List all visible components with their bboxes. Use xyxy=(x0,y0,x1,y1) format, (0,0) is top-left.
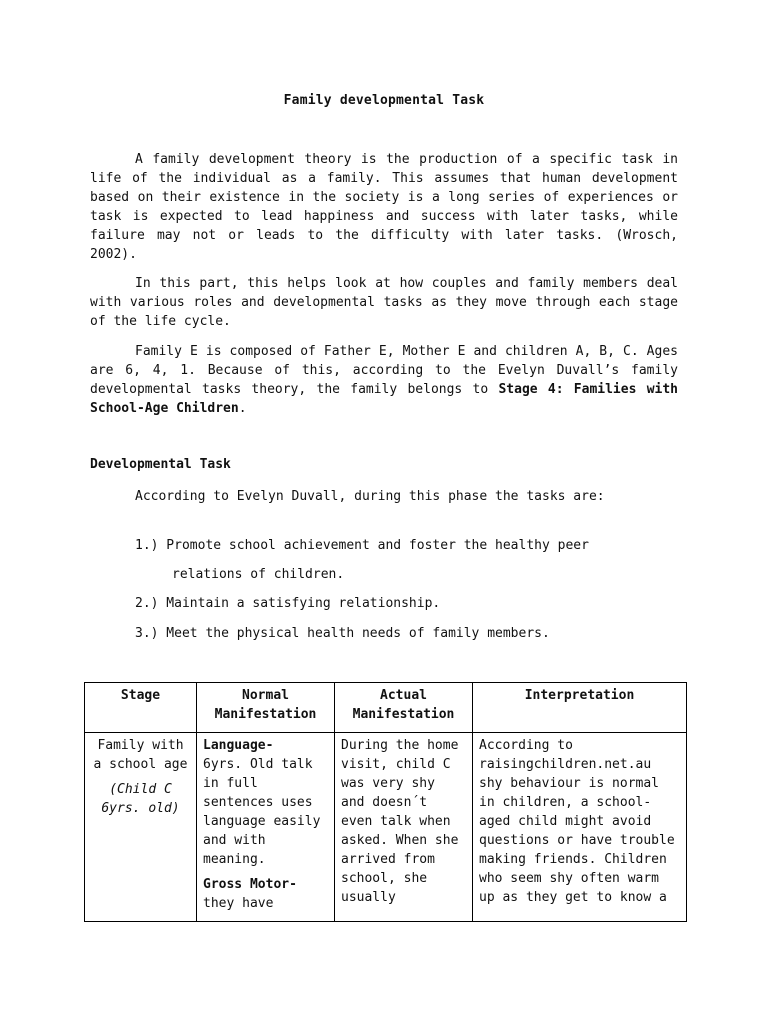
list-item-continuation: relations of children. xyxy=(172,567,345,582)
intro-paragraph-3-end: . xyxy=(238,401,247,416)
list-item: 3.) Meet the physical health needs of family members. xyxy=(135,626,550,641)
header-actual: Actual Manifestation xyxy=(335,683,473,733)
header-normal: Normal Manifestation xyxy=(197,683,335,733)
list-item: 2.) Maintain a satisfying relationship. xyxy=(135,596,441,611)
stage-note: (Child C 6yrs. old) xyxy=(101,782,180,816)
document-title: Family developmental Task xyxy=(283,93,485,108)
intro-paragraph-2: In this part, this helps look at how couples and family members deal with various roles and developmental tasks as they move through each stage of the life cycle. xyxy=(90,276,678,329)
table-row xyxy=(85,733,687,922)
normal-label-language: Language- xyxy=(203,738,274,753)
list-item: 1.) Promote school achievement and foster the healthy peer xyxy=(135,538,589,553)
section-heading: Developmental Task xyxy=(90,457,231,472)
normal-text-language: 6yrs. Old talk in full sentences uses language easily and with meaning. xyxy=(203,757,321,867)
stage-highlight: Stage 4: Families with School-Age Children xyxy=(90,382,678,416)
cell-stage xyxy=(85,733,197,922)
normal-label-gross-motor: Gross Motor- xyxy=(203,877,297,892)
stage-text: Family with a school age xyxy=(93,738,188,772)
intro-paragraph-3 xyxy=(90,342,678,418)
intro-paragraph-1: A family development theory is the production of a specific task in life of the individual as a family. This assumes that human development based on their existence in the society is a long series of experiences or task is expected to lead happiness and success with later tasks, while failure may not or leads to the difficulty with later tasks. (Wrosch, 2002). xyxy=(90,152,678,262)
header-stage: Stage xyxy=(85,683,197,733)
table-header-row xyxy=(85,683,687,733)
header-interpretation: Interpretation xyxy=(473,683,687,733)
cell-actual: During the home visit, child C was very shy and doesn´t even talk when asked. When she arrived from school, she usually xyxy=(335,733,473,922)
normal-text-gross-motor: they have xyxy=(203,896,274,911)
cell-interpretation: According to raisingchildren.net.au shy behaviour is normal in children, a school-aged child might avoid questions or have trouble making friends. Children who seem shy often warm up as they get to know a xyxy=(473,733,687,922)
section-intro: According to Evelyn Duvall, during this phase the tasks are: xyxy=(135,489,605,504)
cell-normal xyxy=(197,733,335,922)
intro-paragraph-3-text: Family E is composed of Father E, Mother E and children A, B, C. Ages are 6, 4, 1. Because of this, according to the Evelyn Duvall’s family developmental tasks theory, the family belongs to xyxy=(90,344,678,397)
tasks-table xyxy=(84,682,687,922)
